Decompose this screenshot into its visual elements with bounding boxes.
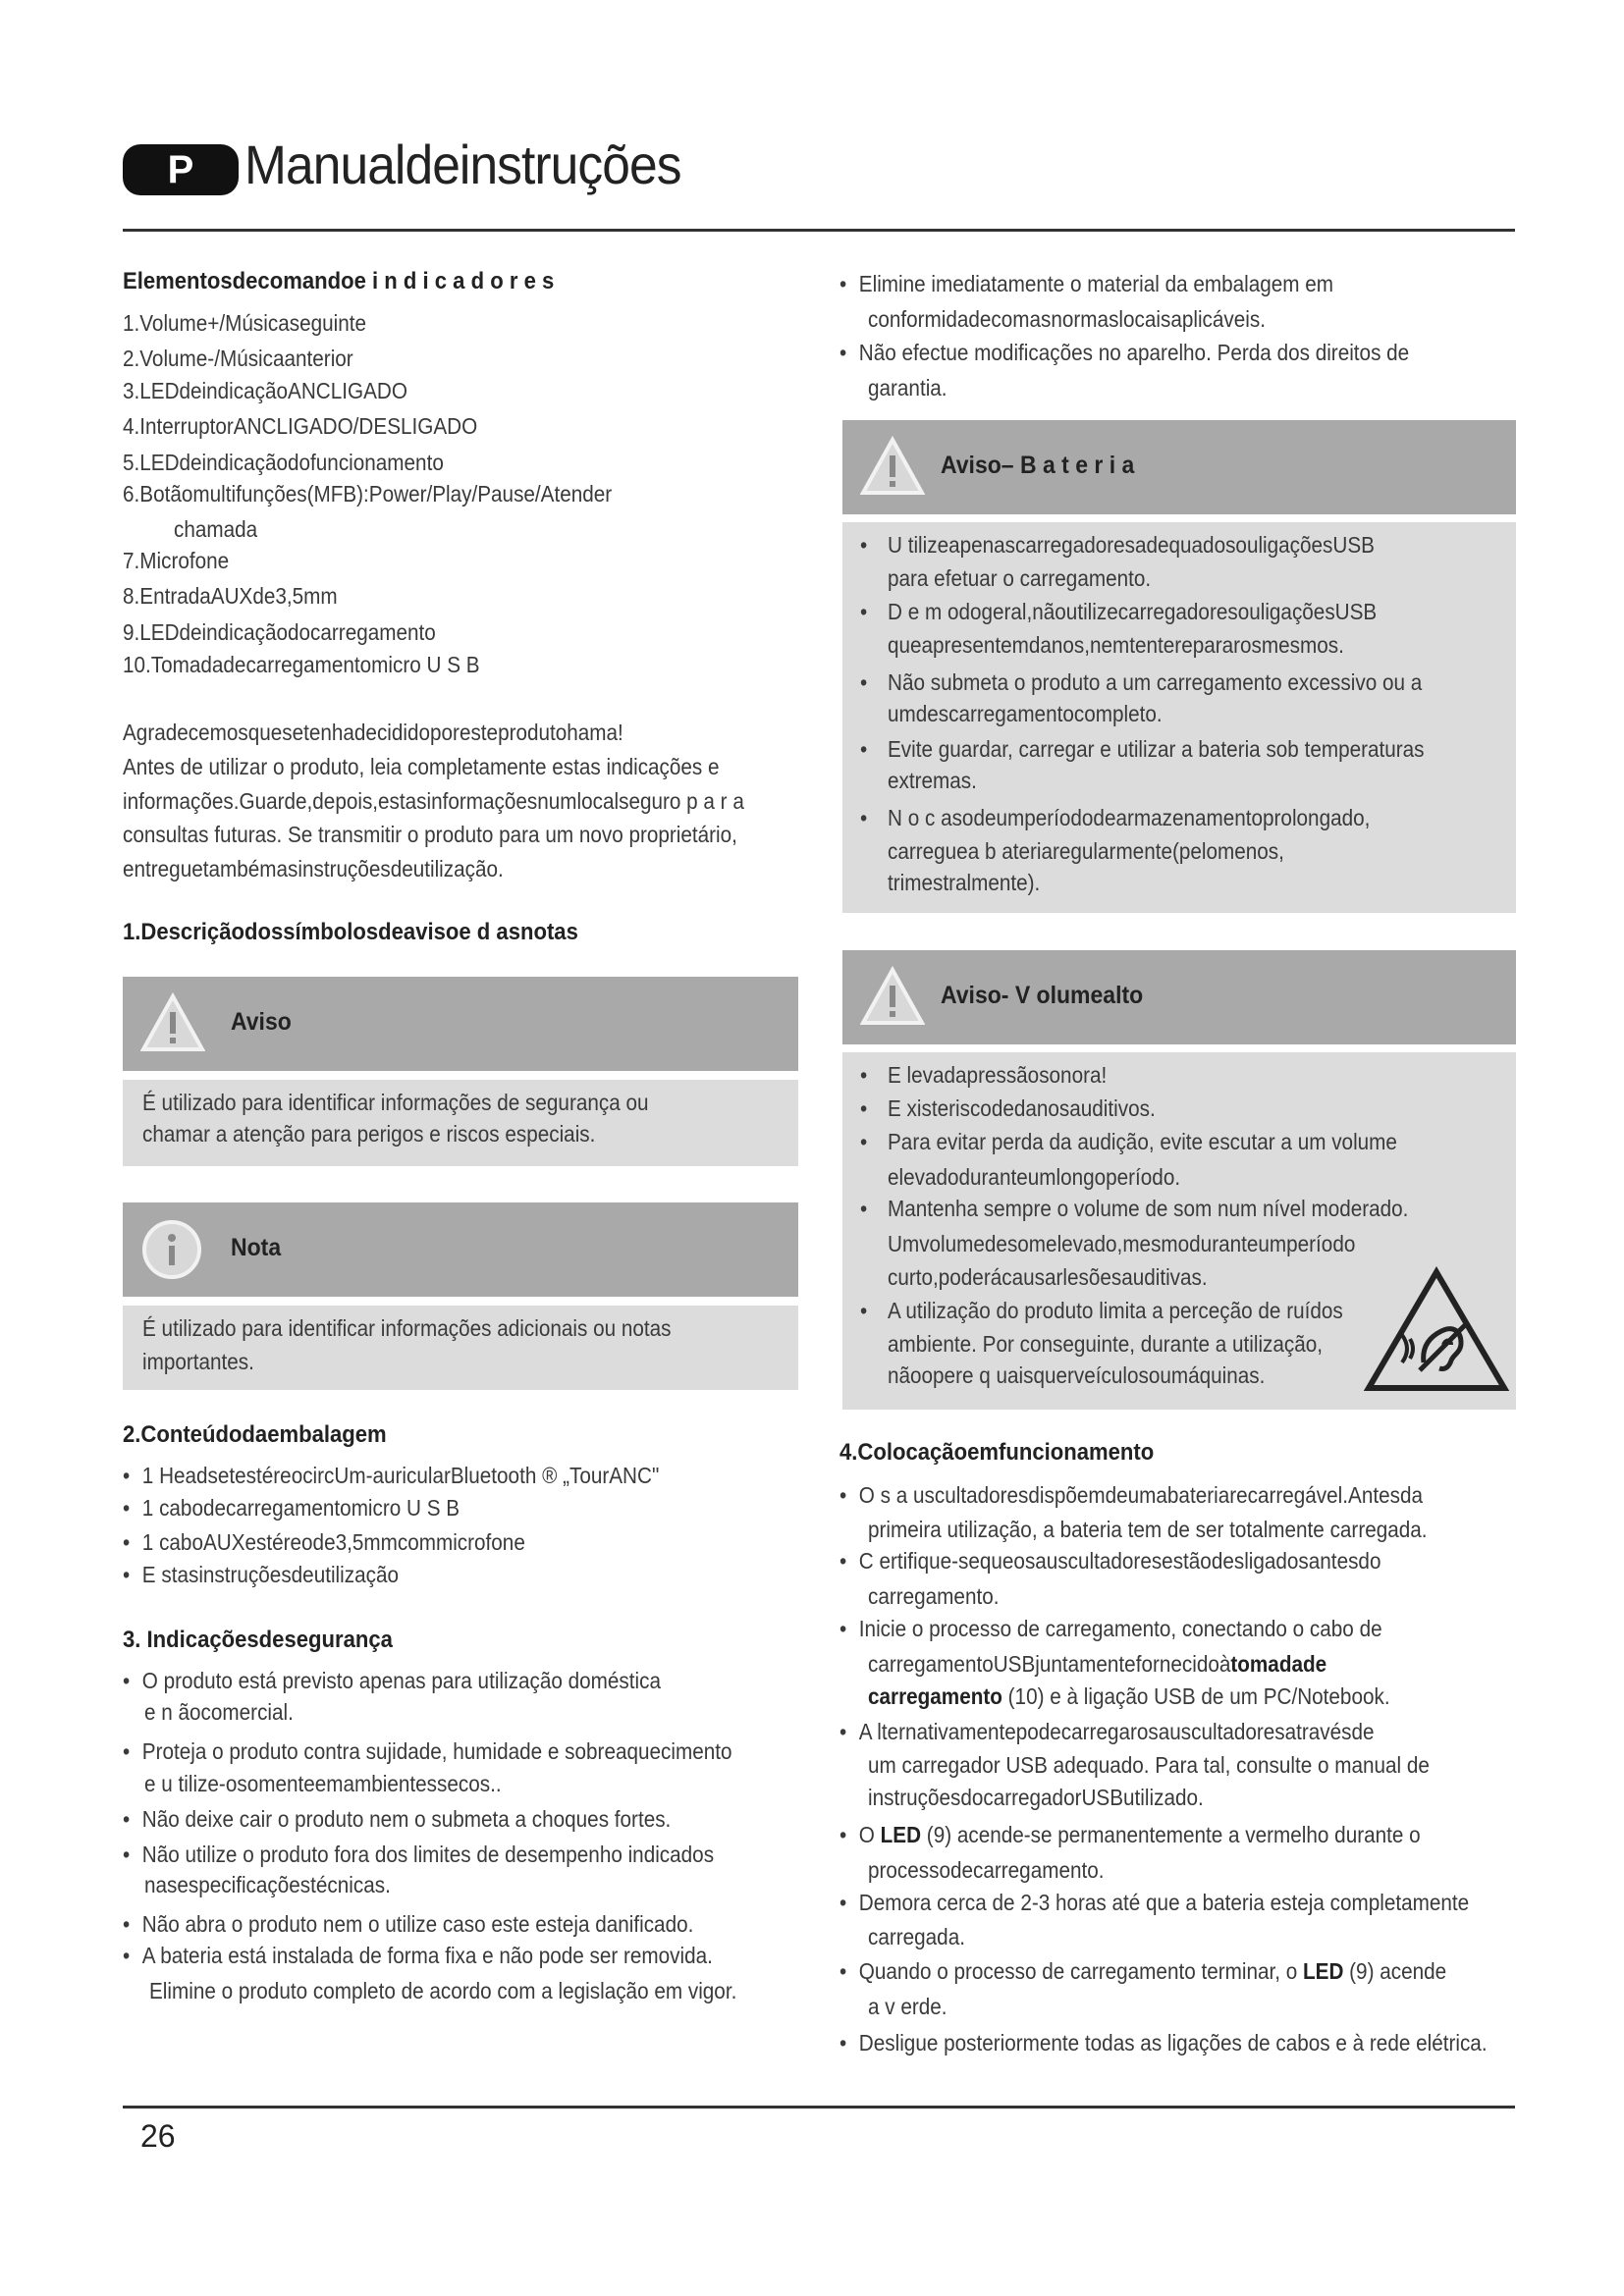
list-item: • 1 HeadsetestéreocircUm-auricularBluetooth ® „TourANC"	[123, 1463, 660, 1488]
list-item: • Quando o processo de carregamento terminar, o LED (9) acende	[839, 1958, 1447, 1984]
nota-line: importantes.	[142, 1349, 254, 1374]
list-item: • O LED (9) acende-se permanentemente a vermelho durante o	[839, 1822, 1421, 1847]
control-item: 1.Volume+/Músicaseguinte	[123, 310, 366, 336]
list-item: • 1 cabodecarregamentomicro U S B	[123, 1495, 460, 1521]
bateria-box-header	[842, 420, 1516, 514]
aviso-line: chamar a atenção para perigos e riscos especiais.	[142, 1121, 596, 1147]
nota-box-body	[123, 1306, 798, 1390]
aviso-box-header	[123, 977, 798, 1071]
list-item: a v erde.	[868, 1994, 947, 2019]
bateria-line: U tilizeapenascarregadoresadequadosouligaçõesUSB	[888, 532, 1375, 558]
volume-line: nãoopere q uaisquerveículosoumáquinas.	[888, 1362, 1266, 1388]
list-item: carregamentoUSBjuntamentefornecidoàtomadade	[868, 1651, 1327, 1677]
aviso-line: É utilizado para identificar informações de segurança ou	[142, 1090, 649, 1115]
list-item: • O s a uscultadoresdispõemdeumabateriarecarregável.Antesda	[839, 1482, 1423, 1508]
list-item: primeira utilização, a bateria tem de ser totalmente carregada.	[868, 1517, 1428, 1542]
control-item: 4.InterruptorANCLIGADO/DESLIGADO	[123, 413, 478, 439]
list-item: • A bateria está instalada de forma fixa e não pode ser removida.	[123, 1943, 713, 1968]
list-item: nasespecificaçõestécnicas.	[144, 1872, 391, 1897]
list-item: • A lternativamentepodecarregarosauscultadoresatravésde	[839, 1719, 1375, 1744]
list-item: processodecarregamento.	[868, 1857, 1105, 1883]
page-number: 26	[140, 2118, 176, 2154]
list-item: garantia.	[868, 375, 947, 400]
list-item: • Inicie o processo de carregamento, conectando o cabo de	[839, 1616, 1382, 1641]
volume-line: curto,poderácausarlesõesauditivas.	[888, 1264, 1208, 1290]
aviso-box-body	[123, 1080, 798, 1166]
intro-line: informações.Guarde,depois,estasinformaçõesnumlocalseguro p a r a	[123, 788, 744, 814]
warning-triangle-icon	[140, 992, 205, 1053]
volume-line: Mantenha sempre o volume de som num nível moderado.	[888, 1196, 1409, 1221]
control-item: 5.LEDdeindicaçãodofuncionamento	[123, 450, 444, 475]
warning-triangle-icon	[860, 966, 925, 1027]
volume-line: Umvolumedesomelevado,mesmoduranteumperíodo	[888, 1231, 1356, 1256]
nota-title: Nota	[231, 1234, 282, 1261]
volume-line: Para evitar perda da audição, evite escutar a um volume	[888, 1129, 1397, 1154]
volume-box-body: • E levadapressãosonora! • E xisteriscodedanosauditivos. • Para evitar perda da audição, evite escutar a um volume elevadoduranteumlongoperíodo. • Mantenha sempre o volume de som num nível moderado. Umvolumedesomelevado,mesmoduranteumperíodo curto,poderácausarlesõesauditivas. • A utilização do produto limita a perceção de ruídos ambiente. Por conseguinte, durante a utilização, nãoopere q uaisquerveículosoumáquinas.	[842, 1052, 1516, 1410]
bateria-line: D e m odogeral,nãoutilizecarregadoresouligaçõesUSB	[888, 599, 1378, 624]
intro-line: consultas futuras. Se transmitir o produto para um novo proprietário,	[123, 822, 737, 847]
list-item: • C ertifique-sequeosauscultadoresestãodesligadosantesdo	[839, 1548, 1381, 1574]
page-header	[123, 133, 1515, 231]
list-item: instruçõesdocarregadorUSButilizado.	[868, 1785, 1204, 1810]
list-item: • Não abra o produto nem o utilize caso este esteja danificado.	[123, 1911, 694, 1937]
list-item: e u tilize-osomenteemambientessecos..	[144, 1771, 502, 1796]
list-item: carregamento (10) e à ligação USB de um PC/Notebook.	[868, 1683, 1390, 1709]
bateria-line: umdescarregamentocompleto.	[888, 701, 1163, 726]
list-item: • Não efectue modificações no aparelho. Perda dos direitos de	[839, 340, 1410, 365]
control-item: 7.Microfone	[123, 548, 230, 573]
volume-line: ambiente. Por conseguinte, durante a utilização,	[888, 1331, 1324, 1357]
bateria-line: N o c asodeumperíododearmazenamentoprolongado,	[888, 805, 1371, 830]
control-item: 9.LEDdeindicaçãodocarregamento	[123, 619, 436, 645]
section3-heading: 3. Indicaçõesdesegurança	[123, 1627, 393, 1653]
language-badge: P	[123, 144, 239, 195]
intro-line: Agradecemosquesetenhadecididoporesteprodutohama!	[123, 720, 623, 745]
list-item: conformidadecomasnormaslocaisaplicáveis.	[868, 306, 1266, 332]
list-item: um carregador USB adequado. Para tal, consulte o manual de	[868, 1752, 1430, 1778]
bateria-line: trimestralmente).	[888, 870, 1041, 895]
header-rule	[123, 229, 1515, 232]
list-item: • Desligue posteriormente todas as ligações de cabos e à rede elétrica.	[839, 2030, 1488, 2056]
control-item: 10.Tomadadecarregamentomicro U S B	[123, 652, 480, 677]
control-item: 2.Volume-/Músicaanterior	[123, 346, 353, 371]
volume-line: A utilização do produto limita a perceção de ruídos	[888, 1298, 1343, 1323]
bateria-line: Não submeta o produto a um carregamento excessivo ou a	[888, 669, 1423, 695]
bateria-line: para efetuar o carregamento.	[888, 565, 1152, 591]
list-item: e n ãocomercial.	[144, 1699, 294, 1725]
bateria-line: queapresentemdanos,nemtenterepararosmesmos.	[888, 632, 1344, 658]
section4-heading: 4.Colocaçãoemfuncionamento	[839, 1439, 1155, 1466]
volume-line: E levadapressãosonora!	[888, 1062, 1108, 1088]
bateria-line: carreguea b ateriaregularmente(pelomenos,	[888, 838, 1284, 864]
footer-rule	[123, 2106, 1515, 2109]
controls-heading: Elementosdecomandoe i n d i c a d o r e s	[123, 268, 555, 294]
bateria-line: Evite guardar, carregar e utilizar a bateria sob temperaturas	[888, 736, 1425, 762]
list-item: • Elimine imediatamente o material da embalagem em	[839, 271, 1334, 296]
bateria-line: extremas.	[888, 768, 977, 793]
volume-title: Aviso- V olumealto	[941, 982, 1144, 1009]
section2-heading: 2.Conteúdodaembalagem	[123, 1421, 387, 1448]
list-item: carregamento.	[868, 1583, 1000, 1609]
list-item: • Não deixe cair o produto nem o submeta a choques fortes.	[123, 1806, 672, 1832]
control-item: chamada	[174, 516, 258, 542]
volume-line: E xisteriscodedanosauditivos.	[888, 1095, 1156, 1121]
nota-box-header	[123, 1202, 798, 1297]
list-item: • Demora cerca de 2-3 horas até que a bateria esteja completamente	[839, 1890, 1470, 1915]
info-icon	[140, 1218, 203, 1281]
control-item: 6.Botãomultifunções(MFB):Power/Play/Pause/Atender	[123, 481, 613, 507]
control-item: 8.EntradaAUXde3,5mm	[123, 583, 338, 609]
section1-heading: 1.Descriçãodossímbolosdeavisoe d asnotas	[123, 919, 578, 945]
hearing-warning-icon	[1363, 1266, 1510, 1394]
bateria-box-body: • U tilizeapenascarregadoresadequadosouligaçõesUSB para efetuar o carregamento. • D e m odogeral,nãoutilizecarregadoresouligaçõesUSB queapresentemdanos,nemtenterepararosmesmos. • Não submeta o produto a um carregamento excessivo ou a umdescarregamentocompleto. • Evite guardar, carregar e utilizar a bateria sob temperaturas extremas. • N o c asodeumperíododearmazenamentoprolongado, carreguea b ateriaregularmente(pelomenos, trimestralmente).	[842, 522, 1516, 913]
aviso-title: Aviso	[231, 1008, 292, 1036]
volume-box-header	[842, 950, 1516, 1044]
list-item: carregada.	[868, 1924, 965, 1949]
bateria-title: Aviso– B a t e r i a	[941, 452, 1135, 479]
list-item: • O produto está previsto apenas para utilização doméstica	[123, 1668, 661, 1693]
control-item: 3.LEDdeindicaçãoANCLIGADO	[123, 378, 407, 403]
list-item: • E stasinstruçõesdeutilização	[123, 1562, 399, 1587]
list-item: • Não utilize o produto fora dos limites de desempenho indicados	[123, 1842, 715, 1867]
list-item: • Proteja o produto contra sujidade, humidade e sobreaquecimento	[123, 1738, 732, 1764]
page-title: Manualdeinstruções	[244, 133, 681, 195]
intro-line: Antes de utilizar o produto, leia completamente estas indicações e	[123, 754, 720, 779]
list-item: Elimine o produto completo de acordo com a legislação em vigor.	[149, 1978, 737, 2003]
nota-line: É utilizado para identificar informações adicionais ou notas	[142, 1315, 672, 1341]
volume-line: elevadoduranteumlongoperíodo.	[888, 1164, 1181, 1190]
list-item: • 1 caboAUXestéreode3,5mmcommicrofone	[123, 1529, 525, 1555]
intro-line: entreguetambémasinstruçõesdeutilização.	[123, 856, 504, 881]
warning-triangle-icon	[860, 436, 925, 497]
